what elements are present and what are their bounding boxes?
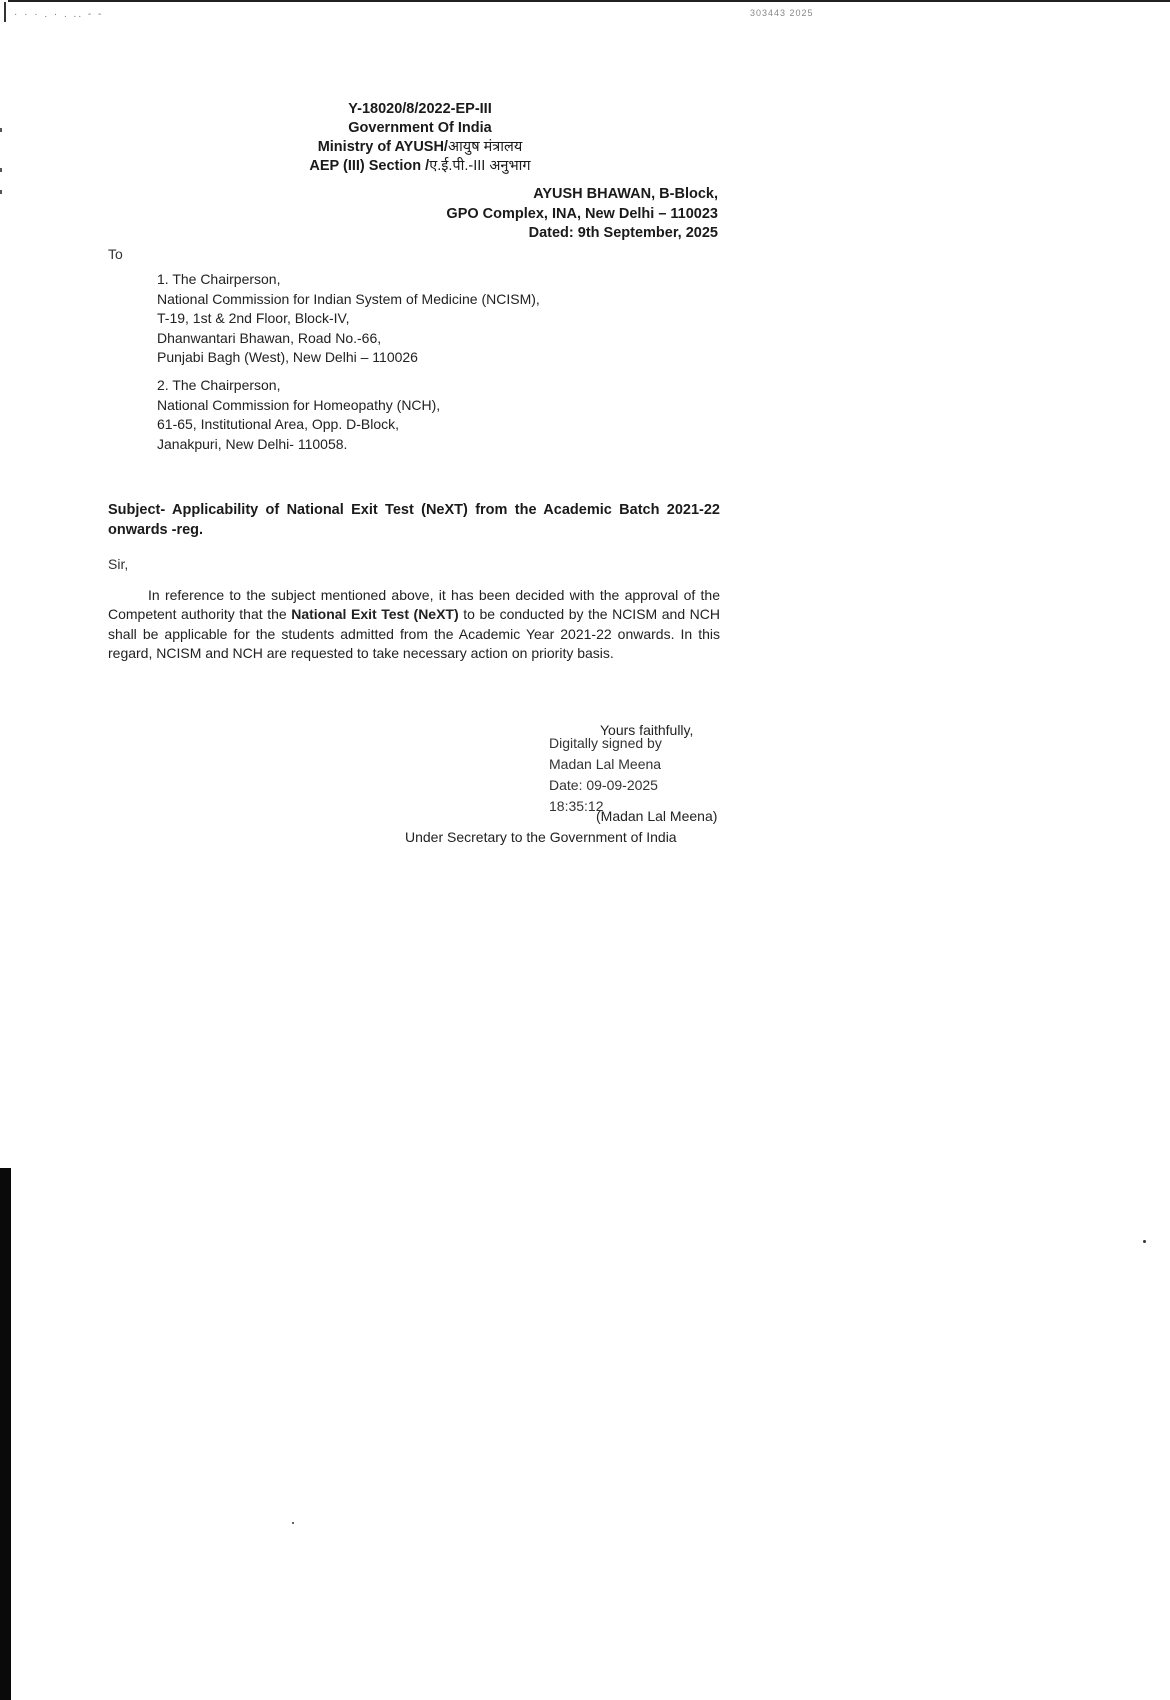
recipient-line: National Commission for Homeopathy (NCH), xyxy=(157,396,441,413)
scan-speck xyxy=(1143,1240,1146,1243)
ministry-name: Ministry of AYUSH/आयुष मंत्रालय xyxy=(317,139,523,155)
digital-signature-date: Date: 09-09-2025 xyxy=(549,777,658,793)
signer-name: (Madan Lal Meena) xyxy=(596,808,718,824)
section-name: AEP (III) Section /ए.ई.पी.-III अनुभाग xyxy=(309,158,531,174)
digital-signature-block xyxy=(549,733,662,817)
page-top-edge xyxy=(8,0,1170,2)
file-number: Y-18020/8/2022-EP-III xyxy=(348,101,492,117)
letter-header xyxy=(270,100,570,176)
salutation: Sir, xyxy=(108,556,129,572)
recipient-line: Janakpuri, New Delhi- 110058. xyxy=(157,435,348,452)
recipient-line: 61-65, Institutional Area, Opp. D-Block, xyxy=(157,416,400,432)
letter-body: In reference to the subject mentioned above, it has been decided with the approval of the Competent authority that the National Exit Test (NeXT) to be conducted by the NCISM and NCH shall be applicable for the students admitted from the Academic Year 2021-22 onwards. In this regard, NCISM and NCH are requested to take necessary action on priority basis. xyxy=(108,587,720,661)
recipient-line: T-19, 1st & 2nd Floor, Block-IV, xyxy=(157,310,350,326)
letter-subject: Subject- Applicability of National Exit Test (NeXT) from the Academic Batch 2021-22 onwards -reg. xyxy=(108,502,720,538)
recipient-line: National Commission for Indian System of Medicine (NCISM), xyxy=(157,290,540,307)
signoff: Yours faithfully, xyxy=(600,722,694,738)
page-corner-mark xyxy=(4,2,6,22)
margin-tick xyxy=(0,128,2,132)
recipient-nch xyxy=(157,376,440,454)
digital-signature-name: Madan Lal Meena xyxy=(549,756,662,772)
scan-mark-top-left: · · · . · . .. - ‐ xyxy=(14,9,104,20)
scan-mark-top-right: 303443 2025 xyxy=(750,8,814,18)
recipient-line: 1. The Chairperson, xyxy=(157,271,281,287)
recipient-line: 2. The Chairperson, xyxy=(157,377,281,393)
signer-designation: Under Secretary to the Government of India xyxy=(405,829,677,845)
recipient-line: Punjabi Bagh (West), New Delhi – 110026 xyxy=(157,349,418,365)
recipient-ncism xyxy=(157,270,540,368)
sender-address xyxy=(380,185,718,244)
digital-signature-time: 18:35:12 xyxy=(549,798,604,814)
address-line-2: GPO Complex, INA, New Delhi – 110023 xyxy=(446,205,718,222)
address-line-1: AYUSH BHAWAN, B-Block, xyxy=(533,186,718,202)
digital-signature-line: Digitally signed by xyxy=(549,735,662,751)
letter-date: Dated: 9th September, 2025 xyxy=(528,225,718,241)
scan-edge-shadow xyxy=(0,1168,11,1700)
scan-speck xyxy=(292,1522,294,1524)
margin-tick xyxy=(0,190,2,194)
recipient-line: Dhanwantari Bhawan, Road No.-66, xyxy=(157,329,382,346)
margin-tick xyxy=(0,168,2,172)
government-name: Government Of India xyxy=(348,120,492,136)
to-label: To xyxy=(108,246,123,262)
